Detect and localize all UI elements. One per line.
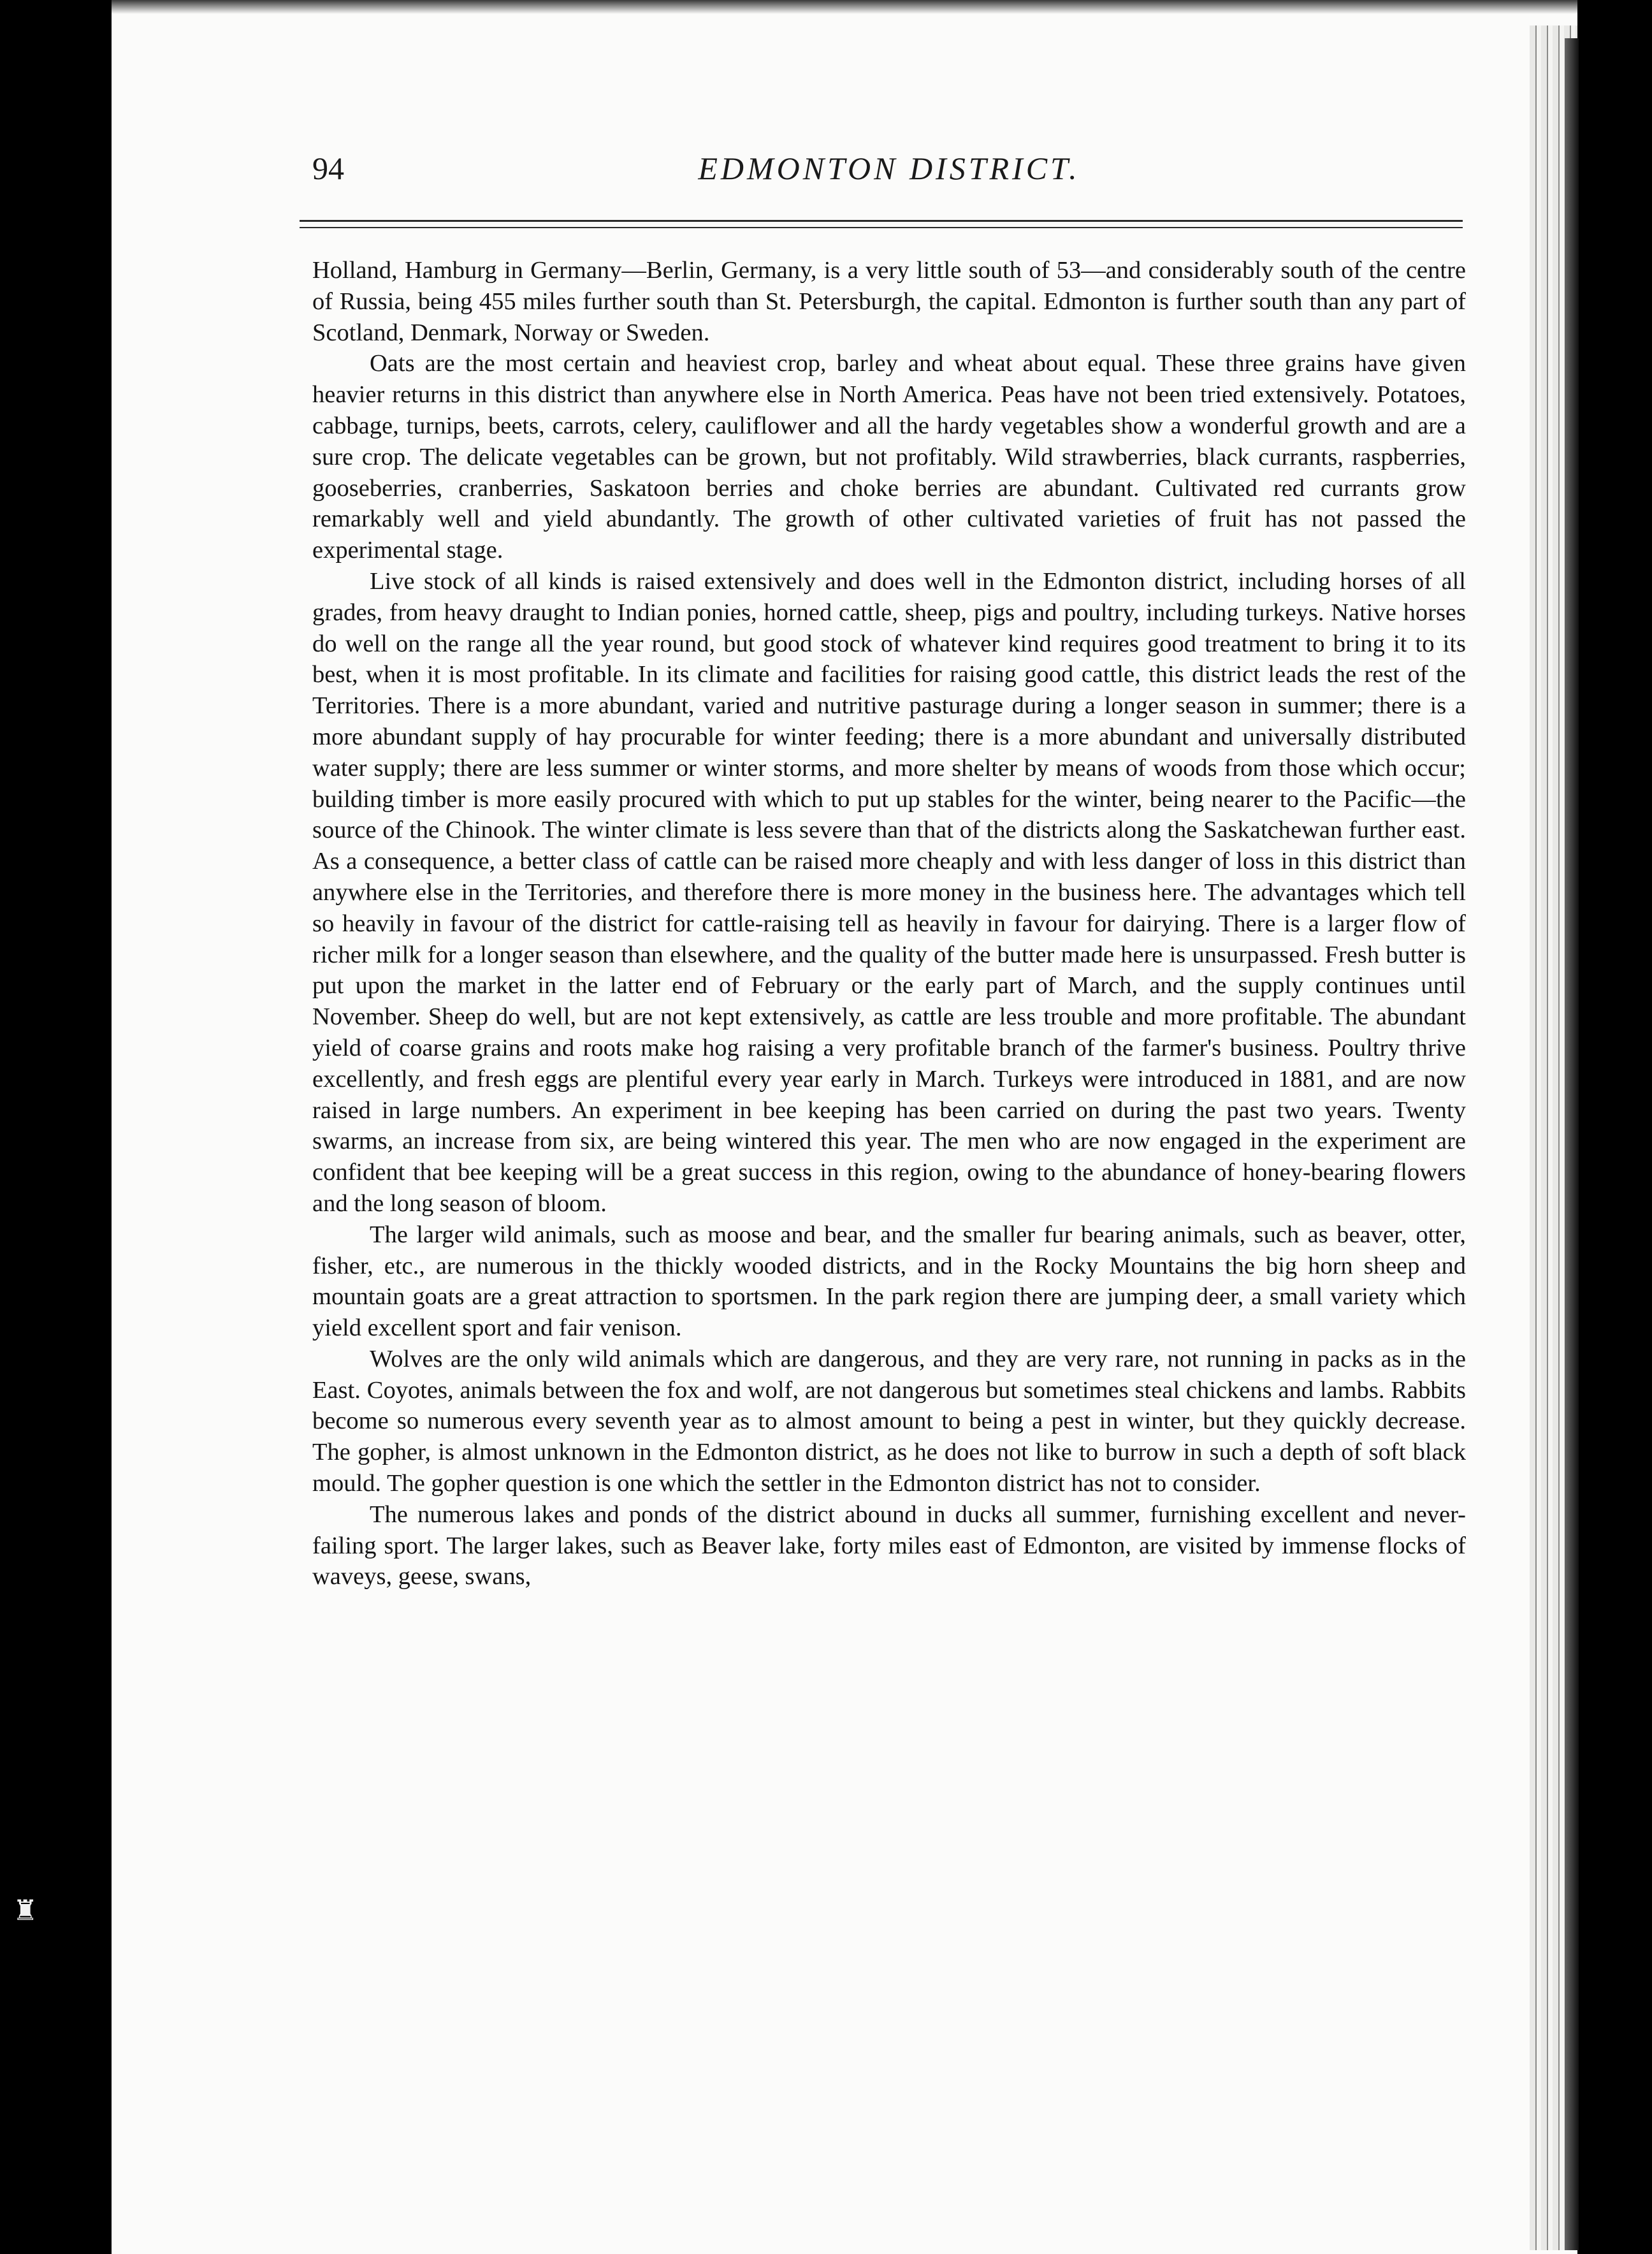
- running-head: [312, 150, 1466, 201]
- running-title: EDMONTON DISTRICT.: [698, 150, 1080, 186]
- binding-shadow: [1565, 38, 1579, 2250]
- paragraph-wolves: Wolves are the only wild animals which are dangerous, and they are very rare, not running in packs as in the East. Coyotes, animals between the fox and wolf, are not dangerous but sometimes steal chickens and lambs. Rabbits become so numerous every seventh year as to almost amount to being a pest in winter, but they quickly decrease. The gopher, is almost unknown in the Edmonton district, as he does not like to burrow in such a depth of soft black mould. The gopher question is one which the settler in the Edmonton district has not to consider.: [312, 1345, 1466, 1497]
- body-text: [312, 255, 1466, 1592]
- margin-mark: ♜: [13, 1894, 38, 1927]
- header-rule-thick: [300, 220, 1463, 222]
- page-top-shadow: [112, 0, 1577, 14]
- paragraph-crops: Oats are the most certain and heaviest crop, barley and wheat about equal. These three grains have given heavier returns in this district than anywhere else in North America. Peas have not been tried extensively. Potatoes, cabbage, turnips, beets, carrots, celery, cauliflower and all the hardy vegetables show a wonderful growth and are a sure crop. The delicate vegetables can be grown, but not profitably. Wild strawberries, black currants, raspberries, gooseberries, cranberries, Saskatoon berries and choke berries are abundant. Cultivated red currants grow remarkably well and yield abundantly. The growth of other cultivated varieties of fruit has not passed the experimental stage.: [312, 350, 1466, 564]
- paragraph-large-animals: The larger wild animals, such as moose and bear, and the smaller fur bearing animals, such as beaver, otter, fisher, etc., are numerous in the thickly wooded districts, and in the Rocky Mountains the big horn sheep and mountain goats are a great attraction to sportsmen. In the park region there are jumping deer, a small variety which yield excellent sport and fair venison.: [312, 1221, 1466, 1342]
- page-number: 94: [312, 150, 344, 186]
- paragraph-live-stock: Live stock of all kinds is raised extensively and does well in the Edmonton district, including horses of all grades, from heavy draught to Indian ponies, horned cattle, sheep, pigs and poultry, including turkeys. Native horses do well on the range all the year round, but good stock of whatever kind requires good treatment to bring it to its best, when it is most profitable. In its climate and facilities for raising good cattle, this district leads the rest of the Territories. There is a more abundant, varied and nutritive pasturage during a longer season in summer; there is a more abundant supply of hay procurable for winter feeding; there is a more abundant and universally distributed water supply; there are less summer or winter storms, and more shelter by means of woods from those which occur; building timber is more easily procured with which to put up stables for the winter, being nearer to the Pacific—the source of the Chinook. The winter climate is less severe than that of the districts along the Saskatchewan further east. As a consequence, a better class of cattle can be raised more cheaply and with less danger of loss in this district than anywhere else in the Territories, and therefore there is more money in the business here. The advantages which tell so heavily in favour of the district for cattle-raising tell as heavily in favour for dairying. There is a larger flow of richer milk for a longer season than elsewhere, and the quality of the butter made here is unsurpassed. Fresh butter is put upon the market in the latter end of February or the early part of March, and the supply continues until November. Sheep do well, but are not kept extensively, as cattle are less trouble and more profitable. The abundant yield of coarse grains and roots make hog raising a very profitable branch of the farmer's business. Poultry thrive excellently, and fresh eggs are plentiful every year early in March. Turkeys were introduced in 1881, and are now raised in large numbers. An experiment in bee keeping has been carried on during the past two years. Twenty swarms, an increase from six, are being wintered this year. The men who are now engaged in the experiment are confident that bee keeping will be a great success in this region, owing to the abundance of honey-bearing flowers and the long season of bloom.: [312, 567, 1466, 1217]
- paragraph-latitude: Holland, Hamburg in Germany—Berlin, Germany, is a very little south of 53—and considerably south of the centre of Russia, being 455 miles further south than St. Petersburgh, the capital. Edmonton is further south than any part of Scotland, Denmark, Norway or Sweden.: [312, 257, 1466, 346]
- header-rule-thin: [300, 227, 1463, 228]
- paragraph-lakes: The numerous lakes and ponds of the district abound in ducks all summer, furnishing excellent and never-failing sport. The larger lakes, such as Beaver lake, forty miles east of Edmonton, are visited by immense flocks of waveys, geese, swans,: [312, 1501, 1466, 1590]
